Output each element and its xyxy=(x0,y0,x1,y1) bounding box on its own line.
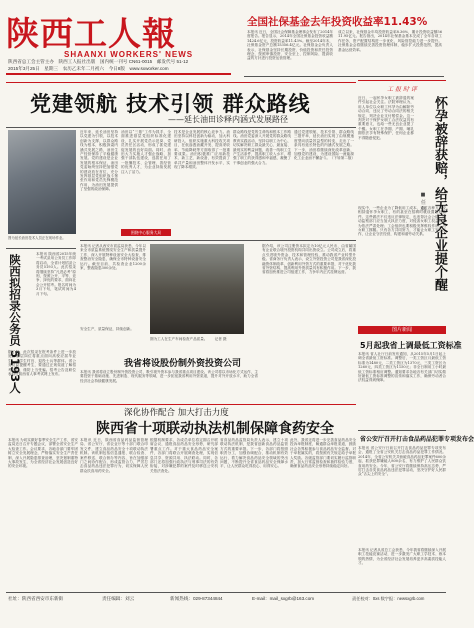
middle-right-text: 据介绍，该公司注册资本拟定为10亿元人民币，由省属国有企业联合境外投资机构共同出资设立。公司成立后，将重点引进境外资金、技术和管理经验，推动我省产业转型升级。省商务厅负责人表示，设立外资投资公司是我省深化投融资体制改革、创新利用外资方式的重要举措，对于优化我省外资结构、提高利用外资质量具有积极作用。下一步，我省将加快推进公司组建工作，力争年内正式挂牌运营。 xyxy=(262,244,356,275)
recruitment-text: 本报讯 陕西省2015年统一考试录用公务员工作即将启动，全省计划招录公务员5193人。此次招录将继续坚持“凡进必考”原则，按照公开、平等、竞争、择优的要求，面向社会公开招考。报名时间为3月下旬，笔试时间为4月下旬。 xyxy=(36,252,76,296)
top-right-rule xyxy=(244,76,444,77)
masthead xyxy=(6,8,231,59)
bottom-headline: 陕西省十项联动执法机制保障食药安全 xyxy=(96,421,334,437)
right-lower-rule xyxy=(358,430,446,431)
bottom-text-col4: 此外，我省还将进一步完善食品药品安全投诉举报制度，畅通群众举报渠道，鼓励社会各界积极参与食品药品安全监督。对于举报属实的，将按照有关规定给予举报人奖励。各级监管部门要切实履行监管职责，加大日常监督检查和抽样检验力度，确保食品药品安全形势持续稳定向好。 xyxy=(290,438,356,469)
footer-hotline: 新闻热线：029-87344844 xyxy=(170,596,223,601)
left-col-rule xyxy=(6,248,76,249)
bottom-text-col3: 省食品药品监管局负责人表示，建立十项联动执法机制，是我省创新食品药品监管方式的重要举措。下一步，各部门将按照职责分工，加强协调配合，推动机制有效运行，着力解决食品药品安全领域的突出问题，不断提升全省食品药品安全保障水平，让人民群众吃得放心、用得安心。 xyxy=(220,438,288,469)
masthead-rule xyxy=(6,73,231,75)
bottom-left-text: 本报讯 为切实做好春季安全生产工作，省安监局近日召开专题会议，部署全省安全生产大检查工作。会议要求，各地各部门要牢固树立安全发展理念，严格落实安全生产责任制，深入开展隐患排查治理，坚决遏制重特大事故发生，为全省经济社会发展创造良好的安全环境。 xyxy=(8,438,78,469)
bottom-top-rule xyxy=(6,404,356,405)
food-drug-text: 本报讯 省公安厅日前召开打击食品药品犯罪专项发布会，通报了全省公安机关打击食品药品犯罪工作情况。2014年，全省公安机关共侦破食品药品犯罪案件600余起，抓获犯罪嫌疑人800余名，有力维护了人民群众饮食用药安全。今年，省公安厅将继续保持高压态势，严厉打击各类食品药品违法犯罪活动，坚决守护好人民群众“舌尖上的安全”。 xyxy=(358,446,446,477)
photo-news-label: 图片新闻 xyxy=(358,326,446,334)
middle-photo xyxy=(150,244,244,334)
footer-proofreader: 责任校对：ttxs 数字报：newsxgrb.com xyxy=(352,596,425,601)
top-right-text-col2: 成立以来，社保基金年均投资收益率8.36%，累计投资收益额5611.95亿元。报告指出，2014年社保基金基本完成了全年各项工作任务，资产配置结构进一步优化，风险管控能力进一步提升。社保基金会将继续完善投资管理体制，稳步扩大投资范围，提高基金运营效率。 xyxy=(338,30,442,52)
lead-headline: 党建领航 技术引领 群众路线 xyxy=(30,92,311,116)
lead-text-col1: 近年来，延长油田坚持以党建为引领，以技术创新为支撑，以群众路线为根本，积极探索内涵式发展之路，油田生产经营保持了平稳健康发展。党的建设是企业发展的根本保证，油田党委始终坚持把加强党的建设放在首位，充分发挥基层党组织战斗堡垒作用和党员先锋模范作用，为油田发展提供了坚强的政治保障。 xyxy=(80,130,118,192)
top-right-text-col1: 本报讯 近日，全国社会保障基金理事会发布了2014年度报告。报告显示，2014年全国社保基金投资收益额1424.6亿元，投资收益率11.43%。截至2014年末，社保基金资产总额15356.4亿元。社保基金会负责人表示，社保基金坚持长期投资、价值投资和责任投资理念，按照审慎投资、安全至上、控制风险、提高收益的方针进行投资运营管理。 xyxy=(247,30,333,61)
min-wage-text: 本报讯 省人社厅日前发布通知，从2015年5月1日起上调全省最低工资标准。调整后，一类工资区月最低工资标准为1480元，二类工资区为1370元，三类工资区为1260元，四类工资区为1150元；非全日制用工小时最低工资标准相应调整。通知要求各地各有关部门切实做好最低工资标准调整的宣传和落实工作，确保劳动者合法权益得到保障。 xyxy=(358,352,446,383)
right-bottom-text: 本报讯 记者从省总工会获悉，今年我省将继续深入开展职工技能竞赛活动，进一步激发广大职工学技术、练本领的热情，为全省经济社会发展培养更多高素质技能人才。 xyxy=(358,548,446,566)
middle-photo-text: 图为工人在生产车间检查产品质量。 记者 摄 xyxy=(150,337,227,341)
investment-company-headline: 我省将设股份制外资投资公司 xyxy=(124,359,242,369)
food-drug-headline: 省公安厅召开打击食品药品犯罪专项发布会 xyxy=(360,436,474,443)
recruitment-headline: 陕西拟招录公务员 5193人 xyxy=(8,254,22,394)
publication-info: 陕西省总工会主管主办 陕西工人报社出版 国内统一刊号 CN61-0015 邮发代号 51-12 xyxy=(8,59,189,64)
commentary-text: 近日，一起怀孕女职工被辞退的案件引起社会关注。法院审理认为，用人单位以女职工怀孕为由解除劳动合同，违反了劳动合同法的相关规定，判决企业支付赔偿金。这一判决对于保护女职工合法权益具有重要意义，也给一些无良企业提了个醒。女职工在孕期、产期、哺乳期依法享有特殊保护，任何企业都不得随意侵犯。 xyxy=(358,96,414,140)
footer-address: 社址：陕西省西安市东新街 xyxy=(8,596,64,601)
lead-photo-caption: 图为延长油田技术人员正在现场作业。 xyxy=(8,236,66,240)
lead-text-col2: 油田以“三基”工作为抓手，全面推进基层党组织标准化建设，扎实开展党员示范岗、党员责任区活动，形成了抓党建促发展的良好局面。同时，油田大力实施人才强企战略，加强干部队伍建设，选拔任用了一批懂技术、会管理、善经营的优秀人才，为企业持续发展注入了活力。 xyxy=(121,130,171,174)
middle-rule xyxy=(80,240,356,241)
min-wage-headline: 5月起我省上调最低工资标准 xyxy=(360,341,462,350)
issue-date-line: 2015年3月25日 星期三 农历乙未年二月初六 今日8版 www.sxworker.com xyxy=(8,66,169,71)
lead-photo xyxy=(8,130,76,234)
recruitment-text-2: 据了解，此次招录在报考条件上进一步放宽，基层岗位将重点面向高校应届毕业生、大学生村官、退役士兵等群体。省公务员局提醒考生，要通过正规渠道了解招考信息，谨防上当受骗。招考公告及职位表将在陕西省人事考试网上发布。 xyxy=(8,350,76,377)
footer-rule xyxy=(6,592,446,593)
lead-text-col4: 群众路线是党的生命线和根本工作路线。油田党委深入开展党的群众路线教育实践活动，坚持以职工为中心，切实解决职工群众最关心、最直接、最现实的利益问题，改善一线职工生产生活条件，提高职工收入水平，增强了职工的获得感和幸福感，凝聚了干事创业的强大合力。 xyxy=(233,130,291,165)
middle-photo-caption: 安全生产，质量保证，持续创新。 xyxy=(80,327,134,331)
commentary-byline: ■ 任 何 xyxy=(420,192,426,212)
investment-company-text: 本报讯 我省将设立股份制外资投资公司，吸引境外资本参与我省重点项目建设。该公司将以市场化方式运作，主要投资于基础设施、先进制造、现代服务等领域，进一步拓宽我省利用外资渠道，提升对外开放水平，助力全省经济社会持续健康发展。 xyxy=(80,370,258,383)
commentary-column-label: 工 报 时 评 xyxy=(387,86,417,93)
newspaper-english-title: SHAANXI WORKERS' NEWS xyxy=(64,50,194,59)
lead-top-rule xyxy=(6,82,356,83)
lead-rule xyxy=(6,127,356,128)
lead-subheadline: ——延长油田诊释内涵式发展路径 xyxy=(168,115,288,124)
footer-editor: 责任编辑：刘云 xyxy=(102,596,135,601)
lead-text-col5: 通过党建领航、技术引领、群众路线三措并举，延长油田实现了由规模速度型向质量效益型的转变，走出了一条具有延长特色的内涵式发展之路。下一步，油田将继续深化改革创新，加强党的建设，为建设国际一流能源化工企业而不懈奋斗。（下转第二版） xyxy=(294,130,356,161)
lead-text-col3: 技术是企业发展的核心竞争力。油田坚持以科技创新为驱动，加大科研投入，组织实施重大科技攻关项目，在低渗透油藏开发、提高采收率、节能降耗等方面取得了一批重要成果。油田积极推广应用新技术、新工艺、新设备，有效提高了单井产量和油田整体开发水平，实现了降本增效。 xyxy=(174,130,230,170)
top-right-headline: 全国社保基金去年投资收益率11.43% xyxy=(247,16,428,28)
commentary-text-2: 现实中，一些企业为了降低用工成本，通过各种方式变相辞退怀孕女职工，有的甚至在招聘时就设置限制条件。这些做法不仅违反法律规定，也违背社会公德。劳动监察部门应当加大执法力度，对侵害女职工权益的行为依法严肃处理；工会组织也要积极发挥维权作用，为女职工撑腰。只有各方共同努力，才能让女职工安心工作，让企业守法经营，构建和谐劳动关系。 xyxy=(358,206,446,237)
bottom-text-col2: 根据机制要求，各成员单位将定期召开联席会议，通报食品药品安全形势，研究部署重点工作。对于重大食品药品安全案件，各部门将联合开展调查处理，实现信息共享、资源共用、执法联动。同时，各部门还将加强行政执法与刑事司法的有效衔接，对涉嫌犯罪的案件及时移送公安机关依法查处。 xyxy=(150,438,218,473)
newspaper-title: 陕西工人報 xyxy=(6,14,176,53)
bottom-kicker: 深化协作配合 加大打击力度 xyxy=(124,408,229,418)
bottom-text-col1: 本报讯 近日，陕西省食品药品监督管理局、省公安厅、省农业厅等十部门联合印发文件，建立食品药品安全十项联动执法机制。该机制包括信息通报、联合检查、案件移送、联合督办等内容，旨在加强部门之间协作配合，形成监管合力，严厉打击食品药品违法犯罪行为，切实保障人民群众饮食用药安全。 xyxy=(80,438,148,473)
middle-text-col1: 本报讯 记者从西安市质监局获悉，今年以来全市质监系统围绕安全生产和质量提升工作，深入开展特种设备安全大检查，排查整治安全隐患，确保全市特种设备安全运行。截至目前，共检查企业1200余家，整改隐患300余处。 xyxy=(80,244,146,271)
commentary-headline: 怀孕被辞获赔，给无良企业提个醒 xyxy=(432,96,447,291)
footer-email: E-mail：mail_sxgrb@163.com xyxy=(252,596,315,601)
subhead-box-1: 围绕中心服务大局 xyxy=(121,229,171,236)
